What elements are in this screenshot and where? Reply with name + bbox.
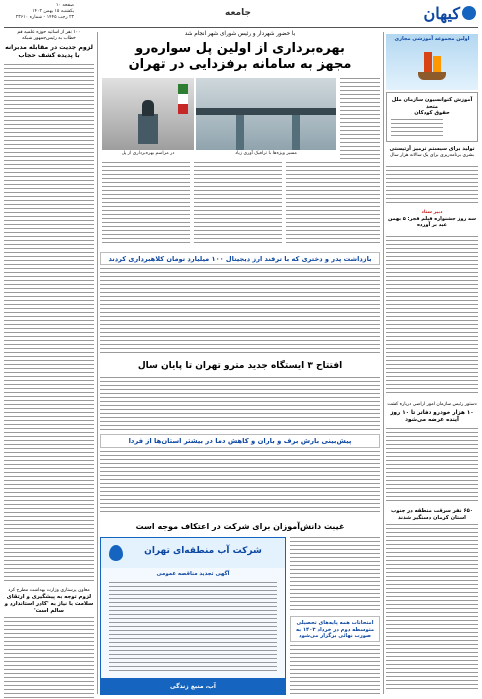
right-body-2 — [386, 236, 478, 396]
right-mid-box — [386, 210, 478, 234]
advert-brand: شرکت آب منطقه‌ای تهران — [144, 546, 262, 556]
right-lower-kicker: دستور رئیس سازمان امور اراضی درباره کشت — [387, 402, 477, 407]
story-5-headline-box — [290, 616, 380, 642]
story-2-body — [100, 377, 380, 433]
lead-photo-caption-left: در مراسم بهره‌برداری از پل — [121, 151, 175, 156]
left-body-text — [4, 64, 94, 584]
story-3-headline-box — [100, 434, 380, 448]
right-box-sub: بشری برنامه‌ریزی برای یک سالانه هزار سال — [389, 152, 475, 158]
right-box-headline — [386, 146, 478, 159]
left-headline: لزوم جدیت در مقابله مدبرانه با پدیده کشف حجاب — [5, 44, 93, 60]
story-1-body — [100, 268, 380, 356]
speaker-figure — [142, 100, 154, 116]
right-column — [386, 30, 478, 695]
left-bottom-kicker: معاون پرستاری وزارت بهداشت مطرح کرد — [8, 587, 90, 593]
right-body-3 — [386, 428, 478, 504]
ship-icon — [414, 52, 450, 82]
lead-body-col-4 — [102, 162, 190, 246]
lead-title-line-1: بهره‌برداری از اولین پل سواره‌رو — [135, 40, 345, 56]
left-item-kicker: ۱۰۰ نفر از اساتید حوزه علمیه قم — [17, 30, 81, 35]
right-ad-caption: اولین مجموعه آموزشی مجازی — [394, 36, 470, 42]
right-mid-kicker: دبیر ستاد — [421, 210, 443, 215]
section-title: جامعه — [225, 8, 251, 18]
right-column-rule — [383, 32, 384, 694]
logo-text: کیهان — [423, 4, 460, 23]
right-body-4 — [386, 524, 478, 692]
lead-photo-ceremony — [102, 78, 194, 150]
lead-photo-caption-right: مسیر ویژه‌ها با ترافیک آوری زیاد — [235, 151, 297, 156]
right-box-title: تولید برای سیستم ترمیز آرتیستی — [389, 146, 475, 152]
right-ad-body — [391, 119, 443, 139]
story-2-headline: افتتاح ۳ ایستگاه جدید مترو تهران تا پایان سال — [137, 361, 343, 371]
lead-body-col-2 — [286, 162, 380, 246]
issue-number: ۲۳ رجب ۱۴۴۵ - شماره ۲۳۶۱۰ — [15, 15, 74, 21]
right-ad-image — [386, 34, 478, 90]
lead-title-line-2: مجهز به سامانه برفزدایی در تهران — [128, 57, 352, 73]
advert-subtitle: آگهی تجدید مناقصه عمومی — [156, 571, 230, 577]
water-drop-icon — [109, 545, 123, 561]
right-lower-headline-2: ۶۵۰ نفر سرقت منطقه در جنوب استان کرمان دستگیر شدند — [391, 508, 473, 521]
story-1-headline: بازداشت پدر و دختری که با ترفند ارز دیجیتال ۱۰۰ میلیارد تومان کلاهبرداری کردند — [108, 255, 372, 263]
bridge-pillar — [236, 115, 244, 150]
masthead — [0, 0, 482, 30]
issue-date: یکشنبه ۱۵ بهمن ۱۴۰۲ — [32, 9, 74, 15]
flag-icon — [178, 84, 188, 114]
podium — [138, 114, 158, 144]
advert-footer — [101, 678, 285, 695]
lead-body-col-3 — [194, 162, 282, 246]
left-column-rule — [97, 32, 98, 694]
issue-page: صفحه ۱۰ — [55, 3, 74, 8]
logo-mark-icon — [462, 6, 476, 20]
left-bottom-headline: لزوم توجه به پیشگیری و ارتقای سلامت با نیاز به 'کادر استاندارد و سالم است' — [4, 594, 94, 614]
lead-photo-bridge — [196, 78, 336, 150]
advert-header — [101, 538, 285, 568]
right-ad-sub: حقوق کودکان — [414, 110, 450, 116]
story-5-headline: امتحانات همه پایه‌های تحصیلی متوسطه دوم در خرداد ۱۴۰۳ به صورت نهائی برگزار می‌شود — [295, 620, 375, 639]
story-1-headline-box — [100, 252, 380, 265]
story-4-headline: غیبت دانش‌آموزان برای شرکت در اعتکاف موجه است — [135, 522, 345, 531]
newspaper-logo — [412, 2, 476, 28]
left-item-sub: خطاب به رئیس‌جمهور شبکه — [22, 36, 76, 42]
advert-box — [100, 537, 286, 695]
left-column — [4, 30, 94, 695]
bridge-pillar-2 — [292, 115, 300, 150]
right-lower-headline: ۱۰ هزار خودرو دفاتر تا ۱۰ روز آینده عرضه می‌شود — [390, 410, 474, 423]
story-3-body — [100, 451, 380, 515]
left-bottom-body — [4, 617, 94, 699]
story-2-headline-box — [100, 358, 380, 374]
bridge-deck — [196, 108, 336, 115]
lead-story — [100, 30, 380, 250]
lead-kicker: با حضور شهردار و رئیس شورای شهر انجام شد — [184, 31, 296, 37]
story-4-body — [290, 537, 380, 613]
header-divider — [4, 27, 478, 28]
right-body-1 — [386, 166, 478, 206]
story-3-headline: پیش‌بینی بارش برف و باران و کاهش دما در بیشتر استان‌ها از فردا — [128, 437, 352, 445]
right-mid-headline: سه روز جشنواره فیلم فجر: ۵ بهمن عید بر آورده — [387, 215, 477, 228]
right-ad-box — [386, 92, 478, 142]
right-ad-title: آموزش کنوانسیون سازمان ملل متحد — [391, 97, 473, 110]
story-5-body — [290, 645, 380, 695]
story-4-headline-box — [100, 519, 380, 534]
advert-body — [109, 582, 277, 674]
issue-info — [4, 3, 74, 22]
advert-footer-text: آب، منبع زندگی — [170, 683, 216, 690]
